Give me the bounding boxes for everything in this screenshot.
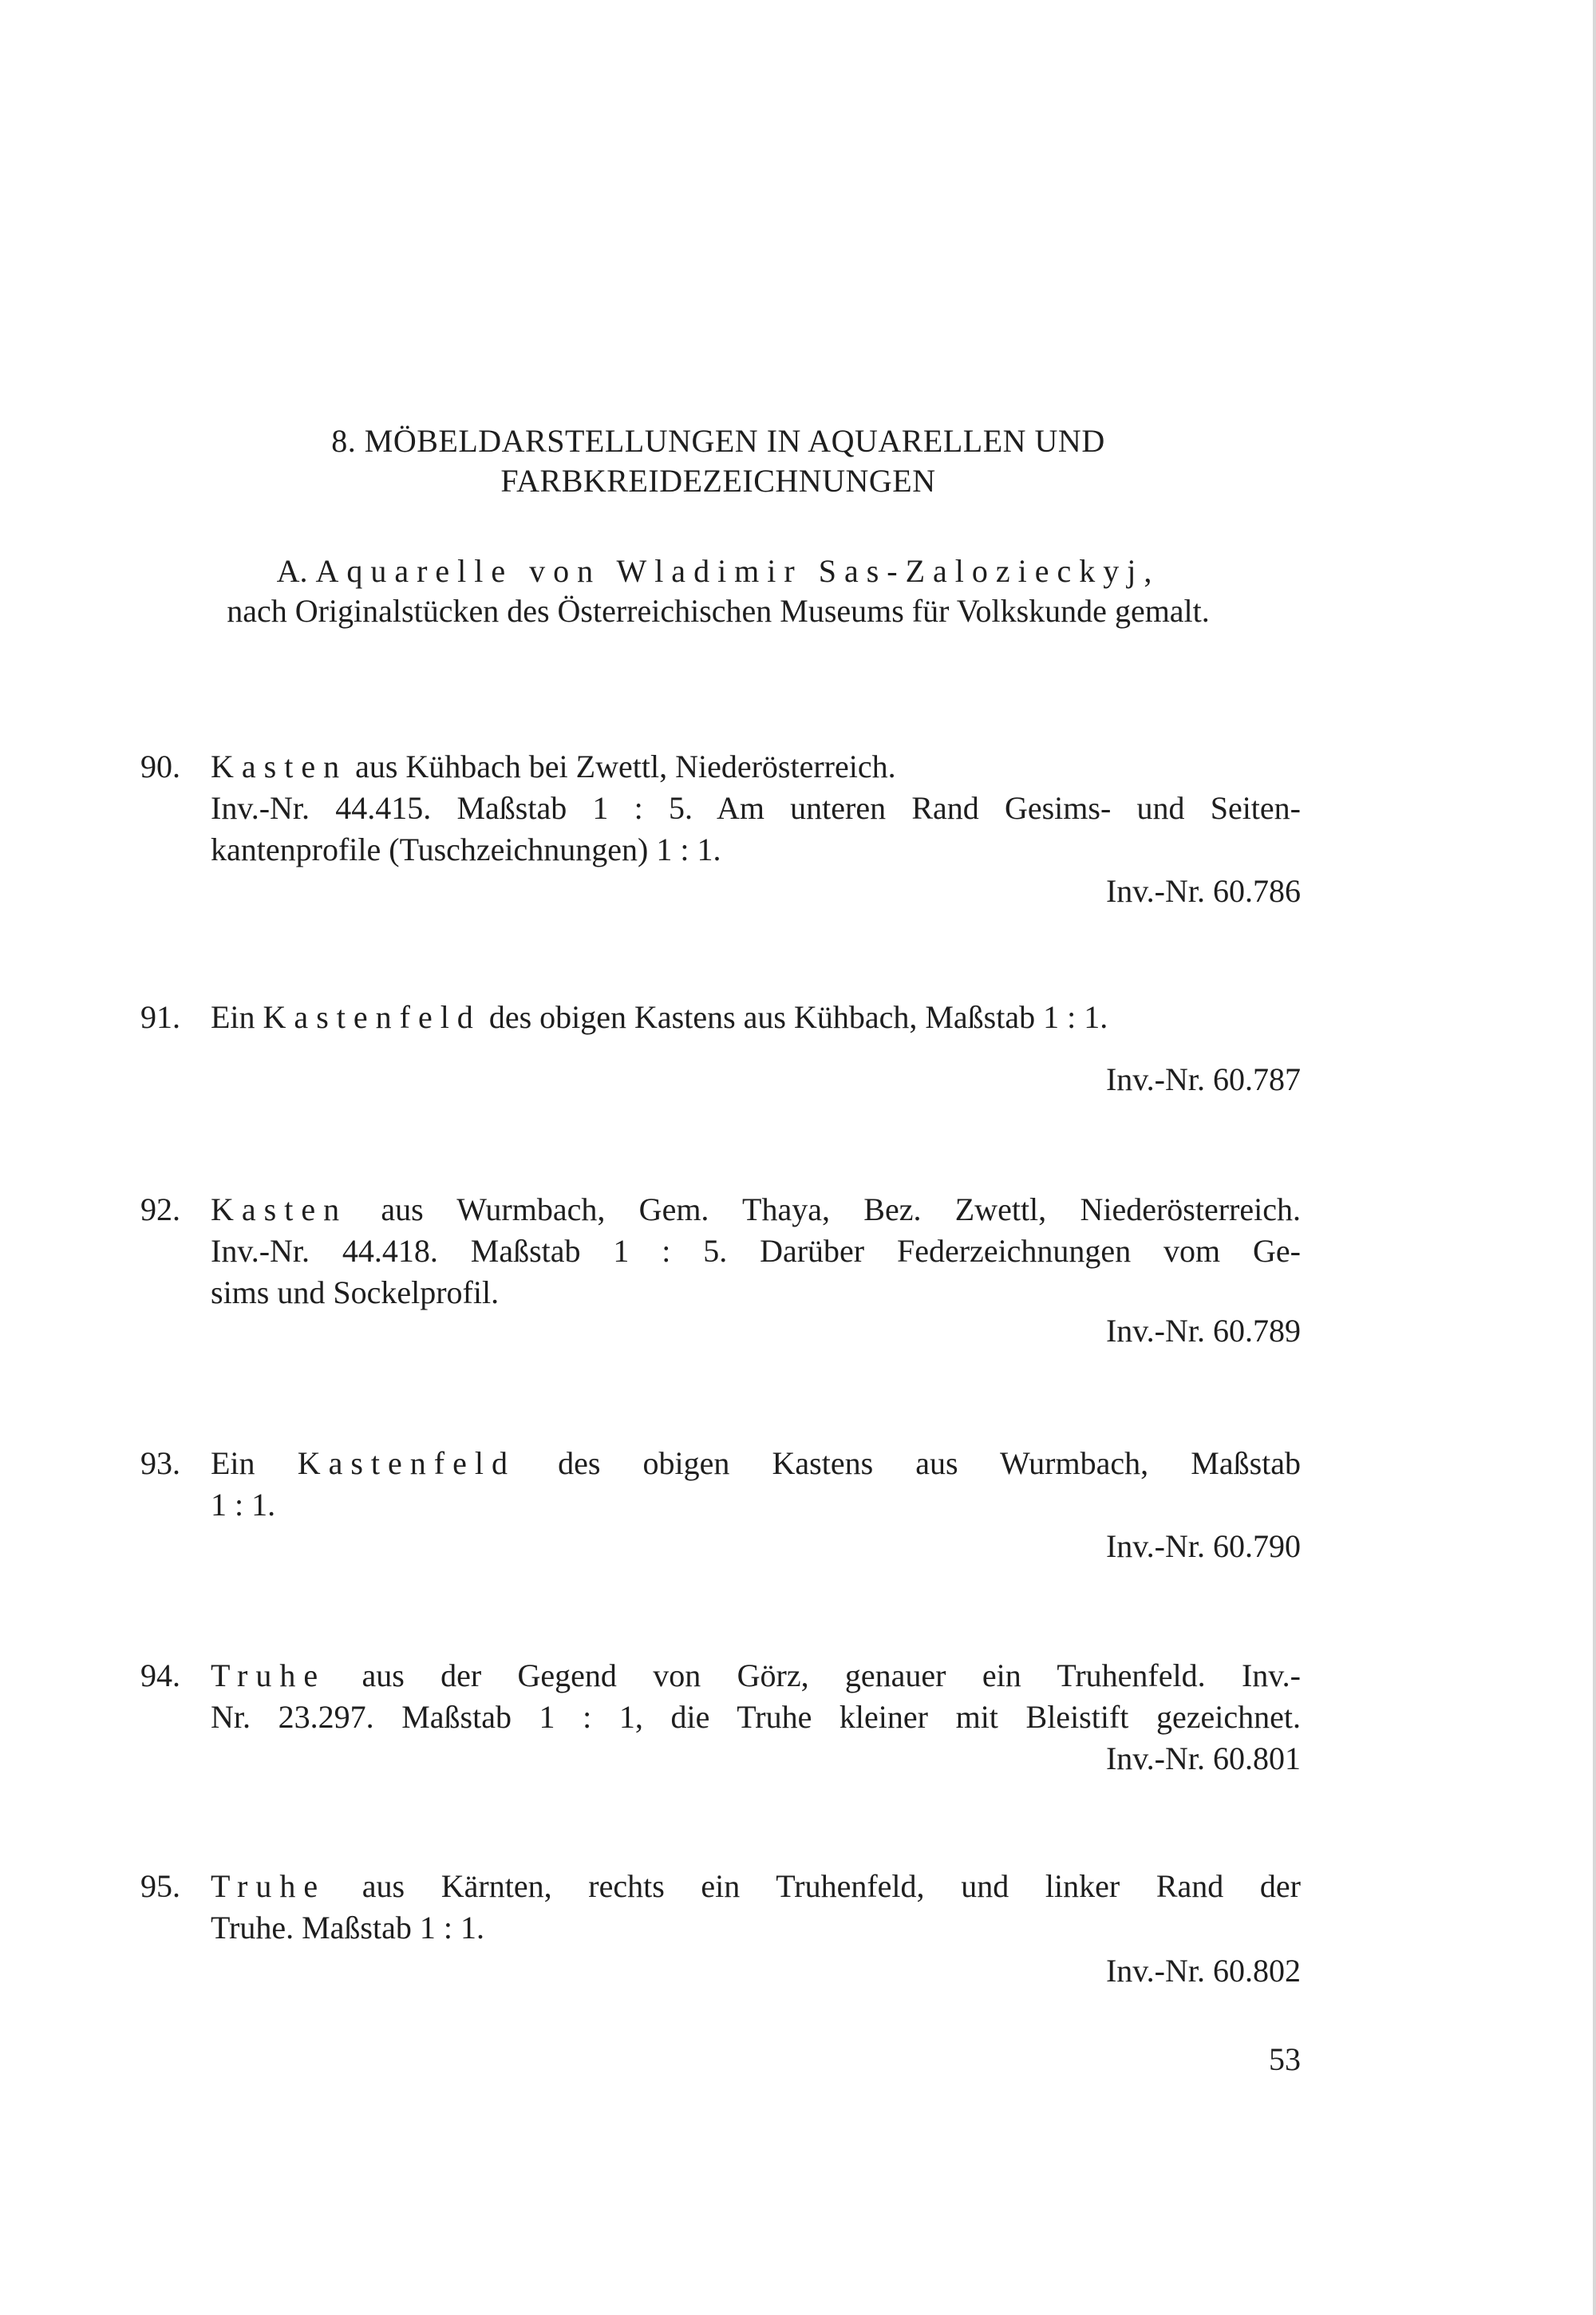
entry-keyword: Kasten (211, 1191, 348, 1227)
subsection-spaced-title: Aquarelle von Wladimir Sas-Zalozieckyj, (315, 553, 1160, 589)
entry-line: Kasten aus Kühbach bei Zwettl, Niederösterreich. (211, 749, 896, 784)
entry-number: 91. (140, 999, 180, 1035)
entry-line: Ein Kastenfeld des obigen Kastens aus Kühbach, Maßstab 1 : 1. (211, 999, 1108, 1035)
entry-number: 95. (140, 1868, 180, 1904)
entry-line: 1 : 1. (211, 1487, 276, 1523)
entry-text (211, 997, 1301, 1038)
inventory-number: Inv.-Nr. 60.801 (1105, 1740, 1301, 1776)
entry-keyword: Truhe (211, 1868, 326, 1904)
inventory-number: Inv.-Nr. 60.790 (1105, 1528, 1301, 1564)
page-edge (1593, 0, 1596, 2315)
page-number: 53 (1269, 2041, 1301, 2077)
entry-number: 90. (140, 749, 180, 784)
entry-number: 93. (140, 1445, 180, 1481)
entry-line: Truhe aus der Gegend von Görz, genauer ein Truhenfeld. Inv.- (211, 1657, 1301, 1693)
entry-line: Truhe aus Kärnten, rechts ein Truhenfeld, und linker Rand der (211, 1868, 1301, 1904)
entry-line: kantenprofile (Tuschzeichnungen) 1 : 1. (211, 832, 721, 867)
entry-line: sims und Sockelprofil. (211, 1274, 500, 1310)
entry-keyword: Truhe (211, 1657, 326, 1693)
subsection-prefix: A. (276, 553, 308, 589)
entry-keyword: Kastenfeld (263, 999, 481, 1035)
entry-line: Inv.-Nr. 44.415. Maßstab 1 : 5. Am unteren Rand Gesims- und Seiten- (211, 790, 1301, 826)
entry-text (211, 1866, 1301, 1949)
entry-line: Ein Kastenfeld des obigen Kastens aus Wurmbach, Maßstab (211, 1445, 1302, 1481)
inventory-number: Inv.-Nr. 60.802 (1105, 1953, 1301, 1989)
entry-text (211, 1443, 1301, 1526)
section-title-line2: FARBKREIDEZEICHNUNGEN (500, 463, 936, 499)
entry-number: 92. (140, 1191, 180, 1227)
section-title-line1: 8. MÖBELDARSTELLUNGEN IN AQUARELLEN UND (331, 423, 1105, 459)
entry-keyword: Kasten (211, 749, 348, 784)
entry-line: Kasten aus Wurmbach, Gem. Thaya, Bez. Zwettl, Niederösterreich. (211, 1191, 1301, 1227)
inventory-number: Inv.-Nr. 60.786 (1105, 873, 1301, 909)
entry-keyword: Kastenfeld (297, 1445, 516, 1481)
entry-number: 94. (140, 1657, 180, 1693)
inventory-number: Inv.-Nr. 60.789 (1105, 1313, 1301, 1349)
entry-text (211, 1189, 1301, 1314)
entry-line: Nr. 23.297. Maßstab 1 : 1, die Truhe kleiner mit Bleistift gezeichnet. (211, 1699, 1301, 1735)
subsection-title (120, 551, 1317, 592)
entry-line: Inv.-Nr. 44.418. Maßstab 1 : 5. Darüber Federzeichnungen vom Ge- (211, 1233, 1301, 1269)
inventory-number: Inv.-Nr. 60.787 (1105, 1061, 1301, 1097)
entry-text (211, 746, 1301, 871)
entry-line: Truhe. Maßstab 1 : 1. (211, 1910, 484, 1946)
subsection-description: nach Originalstücken des Österreichischen Museums für Volkskunde gemalt. (227, 593, 1210, 629)
entry-text (211, 1655, 1301, 1738)
